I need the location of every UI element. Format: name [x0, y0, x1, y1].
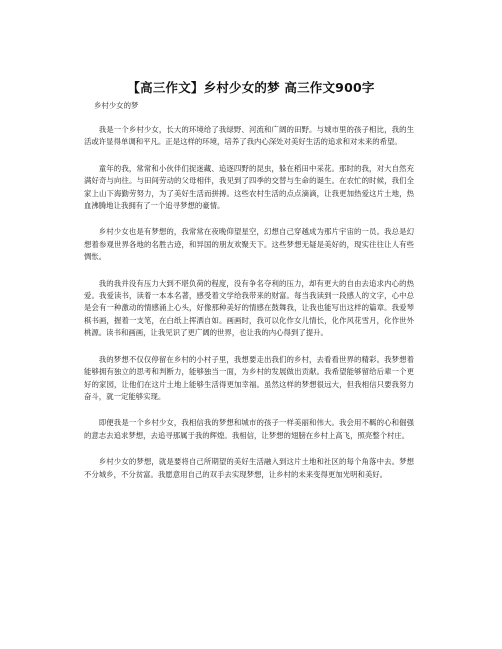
paragraph-2: 童年的我，常常和小伙伴们捉迷藏、追逐四野的昆虫，躲在稻田中采花。那时的我，对大自然充满好奇与向往。与田间劳动的父母相伴，我见到了四季的交替与生命的诞生。在农忙的时候，我们全家上山下海勤劳努力，为了美好生活而拼搏。这些农村生活的点点滴滴，让我更加热爱这片土地，热血沸腾地让我拥有了一个追寻梦想的豪情。 — [84, 163, 414, 211]
paragraph-6: 即便我是一个乡村少女，我相信我的梦想和城市的孩子一样美丽和伟大。我会用不羁的心和倔强的意志去追求梦想，去追寻那属于我的辉煌。我相信，让梦想的翅膀在乡村上高飞，照亮整个村庄。 — [84, 418, 414, 440]
document-body — [84, 124, 414, 495]
document-title: 【高三作文】乡村少女的梦 高三作文900字 — [127, 80, 375, 95]
paragraph-5: 我的梦想不仅仅停留在乡村的小村子里，我想要走出我们的乡村，去看看世界的精彩。我梦想着能够拥有独立的思考和判断力，能够独当一面，为乡村的发展做出贡献。我希望能够留给后辈一个更好的家园，让他们在这片土地上能够生活得更加幸福。虽然这样的梦想很远大，但我相信只要我努力奋斗，就一定能够实现。 — [84, 354, 414, 401]
paragraph-1: 我是一个乡村少女，长大的环境给了我绿野、河流和广阔的田野。与城市里的孩子相比，我的生活或许显得单调和平凡。正是这样的环境，培养了我内心深处对美好生活的追求和对未来的希望。 — [84, 125, 414, 147]
document-subtitle: 乡村少女的梦 — [94, 101, 139, 110]
paragraph-7: 乡村少女的梦想，就是要将自己所期望的美好生活融入到这片土地和社区的每个角落中去。梦想不分城乡，不分贫富。我愿意用自己的双手去实现梦想，让乡村的未来变得更加光明和美好。 — [84, 457, 414, 479]
paragraph-4: 我的我并没有压力大到不堪负荷的程度，没有争名夺利的压力，却有更大的自由去追求内心的热爱。我爱读书，读着一本本名著，感受着文学给我带来的财富。每当我读到一段感人的文字，心中总是会有一种激动的情感涌上心头，好像那种美好的情感在鼓舞我，让我也能写出这样的篇章。我爱琴棋书画，握着一支笔，在白纸上挥洒自如。画画时，我可以化作女儿情长，化作风花雪月，化作世外桃源。读书和画画，让我见识了更广阔的世界，也让我的内心得到了提升。 — [84, 278, 414, 338]
paragraph-3: 乡村少女也是有梦想的，我常常在夜晚仰望星空，幻想自己穿越成为那片宇宙的一员。我总是幻想着参观世界各地的名胜古迹，和异国的朋友欢聚天下。这些梦想无疑是美好的，现实往往让人有些惆怅。 — [84, 227, 414, 262]
